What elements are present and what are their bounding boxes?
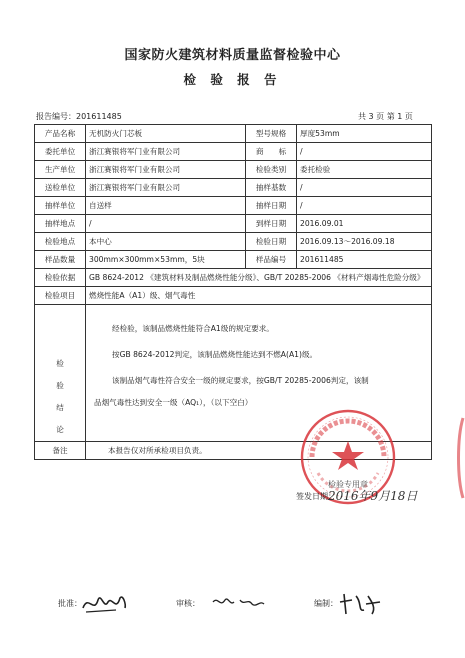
approve-signature: [80, 588, 128, 618]
table-row: [35, 233, 432, 251]
conclusion-line-1: 经检验，该制品燃烧性能符合A1级的规定要求。: [112, 324, 274, 333]
test-date-value: 2016.09.13～2016.09.18: [297, 233, 432, 251]
table-row: [35, 143, 432, 161]
review-label: 审核：: [176, 599, 200, 608]
prepare-label: 编制：: [314, 599, 338, 608]
producer-value: 浙江赛银将军门业有限公司: [86, 161, 246, 179]
client-label: 委托单位: [35, 143, 86, 161]
test-type-label: 检验类别: [246, 161, 297, 179]
conclusion-label-char: 论: [56, 425, 64, 434]
basis-label: 检验依据: [35, 269, 86, 287]
sampler-label: 抽样单位: [35, 197, 86, 215]
sample-no-label: 样品编号: [246, 251, 297, 269]
table-row: [35, 287, 432, 305]
table-row: [35, 197, 432, 215]
test-date-label: 检验日期: [246, 233, 297, 251]
sample-base-value: /: [297, 179, 432, 197]
conclusion-label: [35, 305, 86, 442]
issue-date-label: 签发日期：: [296, 492, 336, 501]
page-info: 共 3 页 第 1 页: [358, 112, 413, 121]
trademark-label: 商 标: [246, 143, 297, 161]
conclusion-label-char: 验: [56, 381, 64, 390]
table-row: [35, 305, 432, 442]
conclusion-line-2: 按GB 8624-2012判定，该制品燃烧性能达到不燃A(A1)级。: [112, 350, 318, 359]
test-place-value: 本中心: [86, 233, 246, 251]
arrival-date-label: 到样日期: [246, 215, 297, 233]
sample-date-value: /: [297, 197, 432, 215]
report-table: [34, 124, 432, 503]
handwritten-issue-date: [324, 483, 418, 507]
conclusion-line-4: 品烟气毒性达到安全一级（AQ₁），（以下空白）: [94, 398, 253, 407]
table-row: [35, 125, 432, 143]
prepare-signature: [338, 588, 382, 618]
sender-label: 送检单位: [35, 179, 86, 197]
org-title: 国家防火建筑材料质量监督检验中心: [124, 48, 341, 63]
arrival-date-value: 2016.09.01: [297, 215, 432, 233]
sample-date-label: 抽样日期: [246, 197, 297, 215]
conclusion-label-char: 检: [56, 359, 64, 368]
trademark-value: /: [297, 143, 432, 161]
sampler-value: 自送样: [86, 197, 246, 215]
sample-place-value: /: [86, 215, 246, 233]
client-value: 浙江赛银将军门业有限公司: [86, 143, 246, 161]
seal-text: 检验专用章: [328, 480, 368, 489]
sample-qty-value: 300mm×300mm×53mm，5块: [86, 251, 246, 269]
table-row: [35, 179, 432, 197]
review-signature: [210, 588, 266, 618]
table-row: [35, 251, 432, 269]
sample-no-value: 201611485: [297, 251, 432, 269]
items-value: 燃烧性能A（A1）级、烟气毒性: [86, 287, 432, 305]
test-place-label: 检验地点: [35, 233, 86, 251]
model-value: 厚度53mm: [297, 125, 432, 143]
sender-value: 浙江赛银将军门业有限公司: [86, 179, 246, 197]
sample-base-label: 抽样基数: [246, 179, 297, 197]
approve-label: 批准：: [58, 599, 82, 608]
basis-value: GB 8624-2012 《建筑材料及制品燃烧性能分级》、GB/T 20285-2006 《材料产烟毒性危险分级》: [86, 269, 432, 287]
conclusion-line-3: 该制品烟气毒性符合安全一级的规定要求，按GB/T 20285-2006判定，该制: [112, 376, 369, 385]
producer-label: 生产单位: [35, 161, 86, 179]
sample-place-label: 抽样地点: [35, 215, 86, 233]
notes-label: 备注: [35, 442, 86, 460]
doc-title: 检 验 报 告: [183, 72, 282, 87]
edge-seal-mark: [455, 418, 463, 498]
handwritten-date-text: 2016年9月18日: [328, 489, 418, 503]
table-row: [35, 269, 432, 287]
model-label: 型号规格: [246, 125, 297, 143]
table-row: [35, 161, 432, 179]
report-number: 报告编号：201611485: [36, 112, 122, 121]
test-type-value: 委托检验: [297, 161, 432, 179]
sample-qty-label: 样品数量: [35, 251, 86, 269]
items-label: 检验项目: [35, 287, 86, 305]
product-name-label: 产品名称: [35, 125, 86, 143]
table-row: [35, 215, 432, 233]
product-name-value: 无机防火门芯板: [86, 125, 246, 143]
notes-value: 本报告仅对所承检项目负责。: [86, 442, 432, 460]
conclusion-label-char: 结: [56, 403, 64, 412]
